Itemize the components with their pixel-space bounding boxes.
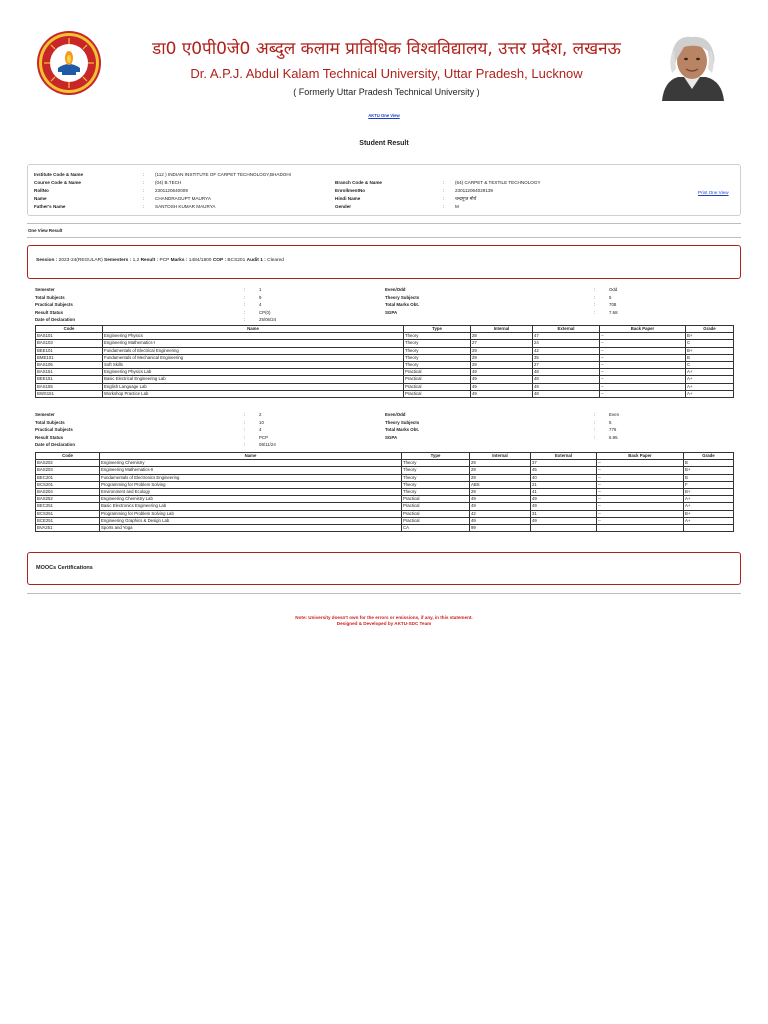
marks-label: Marks : [170,258,188,263]
gender-label: Gender [335,204,352,209]
branch-label: Branch Code & Name [335,180,382,185]
colon: : [594,427,596,433]
grade: B+ [684,489,734,496]
grade: B+ [684,510,734,517]
semesters-value: 1,2 [132,258,140,263]
subject-type: Theory [402,460,470,467]
back-paper: -- [600,347,686,354]
meta-value: 5 [609,419,612,425]
meta-value: 4 [259,427,262,433]
table-row [36,390,734,397]
subject-type: Theory [404,354,471,361]
subject-code: BCS201 [36,481,100,488]
table-row [36,383,734,390]
subject-type: Theory [402,467,470,474]
divider [27,223,741,224]
colon: : [244,302,246,308]
subject-type: Theory [402,474,470,481]
grade: B [684,474,734,481]
col-type: Type [404,326,471,333]
branch-value: (64) CARPET & TEXTILE TECHNOLOGY [455,180,541,185]
university-title-english: Dr. A.P.J. Abdul Kalam Technical University, Uttar Pradesh, Lucknow [190,66,583,81]
subject-type: Theory [402,489,470,496]
divider [27,593,741,594]
subject-code: BCS251 [36,510,100,517]
grade: B [686,354,734,361]
semester-1-grades-table [35,325,734,398]
colon: : [244,419,246,425]
subject-type: Practical [404,369,471,376]
external-marks: 48 [533,390,600,397]
meta-label: SGPA [385,309,398,315]
internal-marks: 29 [470,467,531,474]
colon: : [443,196,445,201]
colon: : [594,434,596,440]
student-info-panel [27,164,741,216]
external-marks: 40 [531,474,597,481]
grade: A+ [684,503,734,510]
table-row [36,369,734,376]
hindi-name-value: चन्द्रगुप्त मौर्य [455,196,477,201]
meta-value: 776 [609,427,617,433]
name-value: CHANDRAGUPT MAURYA [155,196,211,201]
colon: : [594,287,596,292]
back-paper: -- [597,481,684,488]
course-label: Course Code & Name [34,180,81,185]
subject-name: Engineering Chemistry Lab [100,496,402,503]
internal-marks: 29 [470,460,531,467]
back-paper: -- [600,376,686,383]
meta-label: Even/Odd [385,287,406,292]
meta-value: 25/06/24 [259,317,277,323]
subject-name: Engineering Mathematics-I [103,340,404,347]
internal-marks: 27 [471,340,533,347]
meta-value: 7.68 [609,309,618,315]
table-row [36,333,734,340]
institute-value: (112 ) INDIAN INSTITUTE OF CARPET TECHNOLOGY,BHADOHI [155,172,291,177]
subject-name: Basic Electrical Engineering Lab [103,376,404,383]
table-row [36,481,734,488]
col-name: Name [100,453,402,460]
grade: B+ [686,347,734,354]
internal-marks: 49 [470,496,531,503]
back-paper: -- [600,383,686,390]
moocs-box [27,552,741,585]
back-paper: -- [597,474,684,481]
moocs-title: MOOCs Certifications [36,565,93,571]
external-marks [531,525,597,532]
internal-marks: 42 [470,510,531,517]
meta-value: 4 [259,302,262,308]
meta-label: Total Marks Obt. [385,302,420,308]
table-header-row [36,453,734,460]
colon: : [594,294,596,300]
meta-value: PCP [259,434,269,440]
col-code: Code [36,326,103,333]
internal-marks: 29 [471,362,533,369]
external-marks: 49 [531,503,597,510]
internal-marks: 28 [471,333,533,340]
subject-type: Theory [404,362,471,369]
subject-code: BAS101 [36,333,103,340]
colon: : [244,287,246,292]
internal-marks: 49 [471,390,533,397]
grade: A+ [686,390,734,397]
external-marks: 24 [533,340,600,347]
grade: A+ [686,369,734,376]
meta-value: 708 [609,302,617,308]
subject-name: Environment and Ecology [100,489,402,496]
session-summary-box [27,245,741,279]
colon: : [443,180,445,185]
meta-label: SGPA [385,434,398,440]
back-paper: -- [600,354,686,361]
meta-label: Date of Declaration [35,442,76,448]
subject-code: BAS155 [36,383,103,390]
result-label: Result : [140,258,159,263]
subject-name: Sports and Yoga [100,525,402,532]
back-paper [597,525,684,532]
internal-marks: 49 [471,376,533,383]
one-view-result-title: One View Result [28,228,63,233]
colon: : [443,204,445,209]
colon: : [594,412,596,417]
university-subtitle: ( Formerly Uttar Pradesh Technical University ) [293,87,480,97]
grade: C [686,362,734,369]
university-title-hindi: डा0 ए0पी0जे0 अब्दुल कलाम प्राविधिक विश्वविद्यालय, उत्तर प्रदेश, लखनऊ [152,39,621,59]
university-header [0,26,768,100]
back-paper: -- [597,489,684,496]
external-marks: 49 [533,383,600,390]
meta-value: 5 [609,294,612,300]
external-marks: 41 [531,489,597,496]
colon: : [143,204,145,209]
father-value: SANTOSH KUMAR MAURYA [155,204,216,209]
external-marks: 48 [533,369,600,376]
subject-name: Engineering Physics [103,333,404,340]
table-row [36,362,734,369]
colon: : [443,188,445,193]
subject-type: Theory [404,340,471,347]
page-title: Student Result [359,140,409,147]
col-back-paper: Back Paper [597,453,684,460]
footer-note [0,615,768,627]
colon: : [143,188,145,193]
table-row [36,510,734,517]
table-row [36,347,734,354]
meta-value: 6.95 [609,434,618,440]
back-paper: -- [600,369,686,376]
subject-name: Programming for Problem Solving [100,481,402,488]
external-marks: 42 [533,347,600,354]
external-marks: 49 [531,496,597,503]
audit-label: Audit 1 : [246,258,266,263]
meta-label: Semester [35,412,55,417]
meta-label: Practical Subjects [35,427,73,433]
back-paper: -- [600,390,686,397]
subject-name: Engineering Physics Lab [103,369,404,376]
internal-marks: 99 [470,525,531,532]
external-marks: 35 [533,354,600,361]
table-row [36,503,734,510]
subject-code: BAS203 [36,467,100,474]
meta-value: 9 [259,294,262,300]
meta-label: Date of Declaration [35,317,76,323]
internal-marks: 29 [471,354,533,361]
meta-label: Even/Odd [385,412,406,417]
back-paper: -- [600,333,686,340]
print-one-view-link[interactable]: Print One View [698,190,729,195]
subject-code: BAS105 [36,362,103,369]
meta-value: 1 [259,287,262,292]
grade: A+ [686,383,734,390]
grade: B+ [684,467,734,474]
table-row [36,525,734,532]
back-paper: -- [597,503,684,510]
institute-label: Institute Code & Name [34,172,84,177]
meta-value: Odd [609,287,618,292]
subject-type: Practical [404,376,471,383]
subject-code: BWS151 [36,390,103,397]
subject-type: Theory [404,347,471,354]
subject-name: Basic Electronics Engineering Lab [100,503,402,510]
semesters-label: Semesters : [104,258,132,263]
grade: F [684,481,734,488]
rollno-label: RollNo [34,188,49,193]
session-value: 2023-24(REGULAR) [58,258,103,263]
grade: B [684,460,734,467]
subject-code: BVA251 [36,525,100,532]
colon: : [244,434,246,440]
subject-name: Programming for Problem Solving Lab [100,510,402,517]
colon: : [143,196,145,201]
session-label: Session : [36,258,58,263]
colon: : [244,442,246,448]
subject-name: Soft Skills [103,362,404,369]
external-marks: 45 [531,467,597,474]
external-marks: 37 [531,460,597,467]
grade: A+ [684,496,734,503]
rollno-value: 2301120640009 [155,188,188,193]
meta-label: Total Subjects [35,419,65,425]
subject-type: Practical [404,383,471,390]
col-back-paper: Back Paper [600,326,686,333]
enrollment-value: 230112064029139 [455,188,493,193]
meta-label: Practical Subjects [35,302,73,308]
subject-code: BEC201 [36,474,100,481]
subject-name: Fundamentals of Electronics Engineering [100,474,402,481]
disclaimer-text: Note: University doesn't own for the errors or emissions, if any, in this statement. [295,615,473,620]
col-name: Name [103,326,404,333]
colon: : [244,412,246,417]
back-paper: -- [597,510,684,517]
back-paper: -- [600,362,686,369]
table-row [36,467,734,474]
aktu-one-view-link[interactable]: AKTU One View [368,113,400,118]
subject-type: CA [402,525,470,532]
cop-value: BCS201 [227,258,246,263]
subject-code: BEE101 [36,347,103,354]
divider [27,237,741,238]
external-marks: 49 [531,517,597,524]
cop-label: COP : [212,258,227,263]
subject-type: Theory [404,333,471,340]
meta-label: Result Status [35,309,64,315]
subject-name: Fundamentals of Electrical Engineering [103,347,404,354]
portrait-image [654,29,730,101]
table-row [36,354,734,361]
table-row [36,496,734,503]
father-label: Father's Name [34,204,66,209]
table-row [36,517,734,524]
col-grade: Grade [684,453,734,460]
col-grade: Grade [686,326,734,333]
external-marks: 47 [533,333,600,340]
table-row [36,460,734,467]
external-marks: 31 [531,510,597,517]
name-label: Name [34,196,47,201]
colon: : [244,317,246,323]
subject-type: Practical [402,496,470,503]
session-summary-line [36,258,284,263]
subject-name: Engineering Chemistry [100,460,402,467]
colon: : [244,427,246,433]
subject-code: BEE151 [36,376,103,383]
meta-value: CP(0) [259,309,271,315]
external-marks: 21 [531,481,597,488]
col-external: External [531,453,597,460]
colon: : [594,302,596,308]
subject-code: BME101 [36,354,103,361]
subject-name: English Language Lab [103,383,404,390]
subject-code: BEC251 [36,503,100,510]
grade: A+ [684,517,734,524]
colon: : [594,419,596,425]
table-header-row [36,326,734,333]
internal-marks: ABS [470,481,531,488]
meta-label: Theory Subjects [385,294,420,300]
internal-marks: 49 [470,517,531,524]
table-row [36,376,734,383]
col-external: External [533,326,600,333]
university-logo [36,30,102,96]
meta-label: Semester [35,287,55,292]
subject-code: BCE251 [36,517,100,524]
subject-type: Practical [402,503,470,510]
credit-text: Designed & Developed by AKTU-SDC Team [336,621,432,626]
internal-marks: 29 [471,347,533,354]
grade: C [686,340,734,347]
course-value: (04) B.TECH [155,180,182,185]
semester-2-grades-table [35,452,734,532]
back-paper: -- [597,496,684,503]
meta-value: Even [609,412,620,417]
result-value: PCP [159,258,170,263]
internal-marks: 49 [470,503,531,510]
col-type: Type [402,453,470,460]
external-marks: 48 [533,376,600,383]
subject-type: Practical [404,390,471,397]
subject-name: Engineering Graphics & Design Lab [100,517,402,524]
internal-marks: 49 [471,369,533,376]
enrollment-label: EnrollmentNo [335,188,366,193]
subject-code: BAS103 [36,340,103,347]
marks-value: 1484/1800 [188,258,212,263]
subject-code: BAS151 [36,369,103,376]
audit-value: Cleared [267,258,284,263]
meta-label: Total Marks Obt. [385,427,420,433]
meta-value: 2 [259,412,262,417]
subject-type: Practical [402,510,470,517]
meta-value: 08/11/24 [259,442,276,448]
subject-code: BAS202 [36,460,100,467]
internal-marks: 49 [471,383,533,390]
col-internal: Internal [470,453,531,460]
subject-name: Fundamentals of Mechanical Engineering [103,354,404,361]
subject-code: BAS204 [36,489,100,496]
external-marks: 27 [533,362,600,369]
subject-type: Theory [402,481,470,488]
col-code: Code [36,453,100,460]
hindi-name-label: Hindi Name [335,196,361,201]
back-paper: -- [597,460,684,467]
back-paper: -- [597,517,684,524]
table-row [36,489,734,496]
meta-value: 10 [259,419,264,425]
meta-label: Result Status [35,434,64,440]
meta-label: Theory Subjects [385,419,420,425]
colon: : [143,180,145,185]
internal-marks: 29 [470,489,531,496]
colon: : [244,309,246,315]
meta-label: Total Subjects [35,294,65,300]
back-paper: -- [597,467,684,474]
grade [684,525,734,532]
subject-type: Practical [402,517,470,524]
col-internal: Internal [471,326,533,333]
subject-name: Workshop Practice Lab [103,390,404,397]
colon: : [244,294,246,300]
back-paper: -- [600,340,686,347]
subject-code: BAS252 [36,496,100,503]
gender-value: M [455,204,459,209]
colon: : [143,172,145,177]
subject-name: Engineering Mathematics-II [100,467,402,474]
internal-marks: 29 [470,474,531,481]
grade: B+ [686,333,734,340]
grade: A+ [686,376,734,383]
colon: : [594,309,596,315]
table-row [36,474,734,481]
table-row [36,340,734,347]
